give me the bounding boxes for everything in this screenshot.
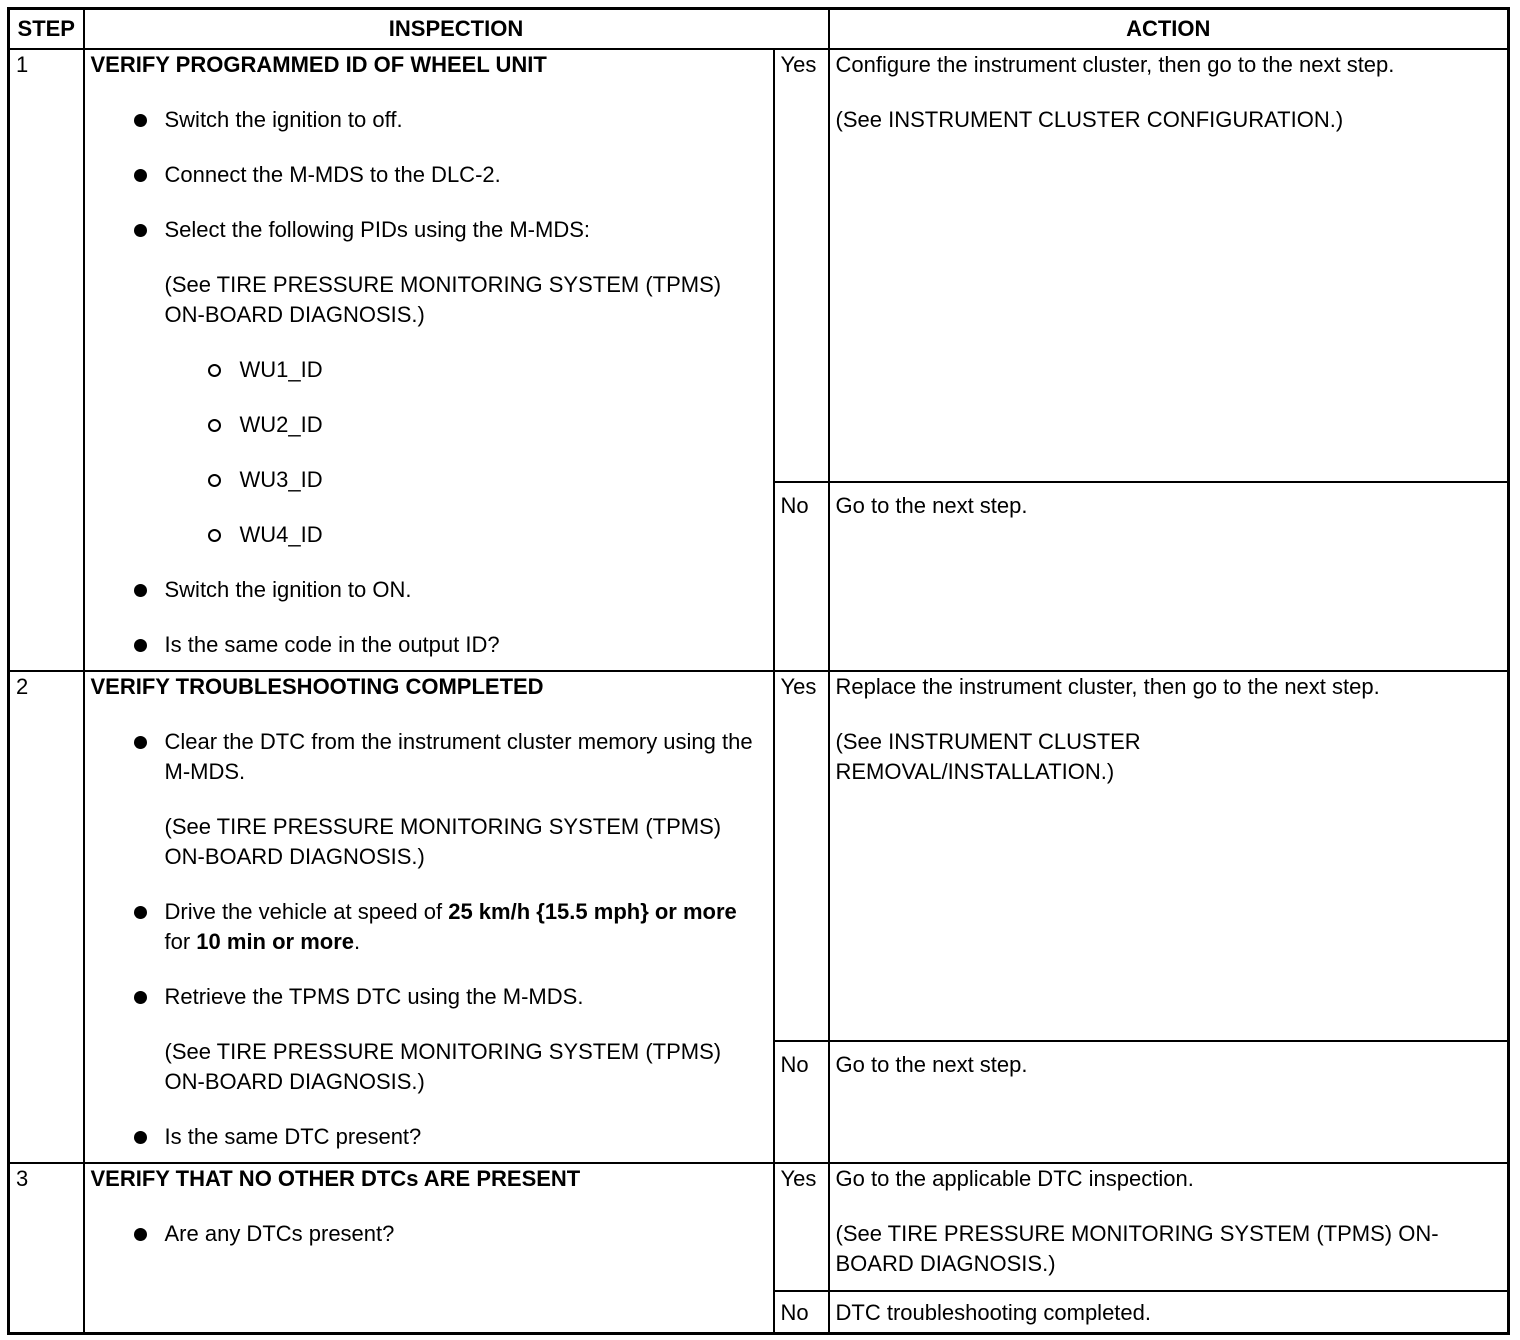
action-text: Go to the applicable DTC inspection. [835,1166,1194,1191]
yes-action [829,1163,1509,1291]
list-item: Is the same code in the output ID? [165,630,767,660]
list-item: Switch the ignition to off. [165,105,767,135]
pid-item: WU2_ID [240,410,767,440]
yes-label: Yes [774,671,829,1041]
pid-item: WU1_ID [240,355,767,385]
step-1-inspection [84,49,774,671]
action-reference: (See INSTRUMENT CLUSTER CONFIGURATION.) [835,107,1344,132]
no-label: No [774,482,829,671]
no-action: Go to the next step. [829,482,1509,671]
list-item: Are any DTCs present? [165,1219,767,1249]
yes-label: Yes [774,49,829,482]
step-number: 1 [9,49,84,671]
no-action: DTC troubleshooting completed. [829,1291,1509,1333]
list-item: Select the following PIDs using the M-MDS: [165,215,767,245]
step-2-yes-row [9,671,1509,1041]
header-row [9,9,1509,50]
drive-text: for [164,929,197,954]
step-2-inspection [84,671,774,1163]
no-action: Go to the next step. [829,1041,1509,1163]
step-3-yes-row [9,1163,1509,1291]
step-number: 2 [9,671,84,1163]
list-item: Is the same DTC present? [165,1122,767,1152]
action-reference: (See TIRE PRESSURE MONITORING SYSTEM (TPMS) ON-BOARD DIAGNOSIS.) [835,1221,1439,1276]
action-text: Replace the instrument cluster, then go to the next step. [835,674,1380,699]
reference-note: (See TIRE PRESSURE MONITORING SYSTEM (TPMS) ON-BOARD DIAGNOSIS.) [164,272,722,327]
drive-speed: 25 km/h {15.5 mph} or more [448,899,737,924]
action-reference: (See INSTRUMENT CLUSTER REMOVAL/INSTALLATION.) [835,729,1141,784]
header-action: ACTION [829,9,1509,50]
list-item: Clear the DTC from the instrument cluster memory using the M-MDS. [165,727,767,787]
pid-item: WU3_ID [240,465,767,495]
drive-text: . [354,929,361,954]
step-3-inspection [84,1163,774,1333]
action-text: Configure the instrument cluster, then go to the next step. [835,52,1395,77]
list-item: Retrieve the TPMS DTC using the M-MDS. [165,982,767,1012]
list-item: Switch the ignition to ON. [165,575,767,605]
pid-item: WU4_ID [240,520,767,550]
no-label: No [774,1041,829,1163]
step-title: VERIFY THAT NO OTHER DTCs ARE PRESENT [90,1166,581,1191]
yes-action [829,671,1509,1041]
reference-note: (See TIRE PRESSURE MONITORING SYSTEM (TPMS) ON-BOARD DIAGNOSIS.) [164,814,722,869]
troubleshooting-table [7,7,1510,1335]
reference-note: (See TIRE PRESSURE MONITORING SYSTEM (TPMS) ON-BOARD DIAGNOSIS.) [164,1039,722,1094]
yes-action [829,49,1509,482]
no-label: No [774,1291,829,1333]
yes-label: Yes [774,1163,829,1291]
drive-duration: 10 min or more [196,929,355,954]
header-step: STEP [9,9,84,50]
list-item: Connect the M-MDS to the DLC-2. [165,160,767,190]
step-title: VERIFY TROUBLESHOOTING COMPLETED [90,674,544,699]
header-inspection: INSPECTION [84,9,829,50]
step-title: VERIFY PROGRAMMED ID OF WHEEL UNIT [90,52,547,77]
step-number: 3 [9,1163,84,1333]
step-1-yes-row [9,49,1509,482]
drive-text: Drive the vehicle at speed of [164,899,449,924]
list-item [165,897,767,957]
